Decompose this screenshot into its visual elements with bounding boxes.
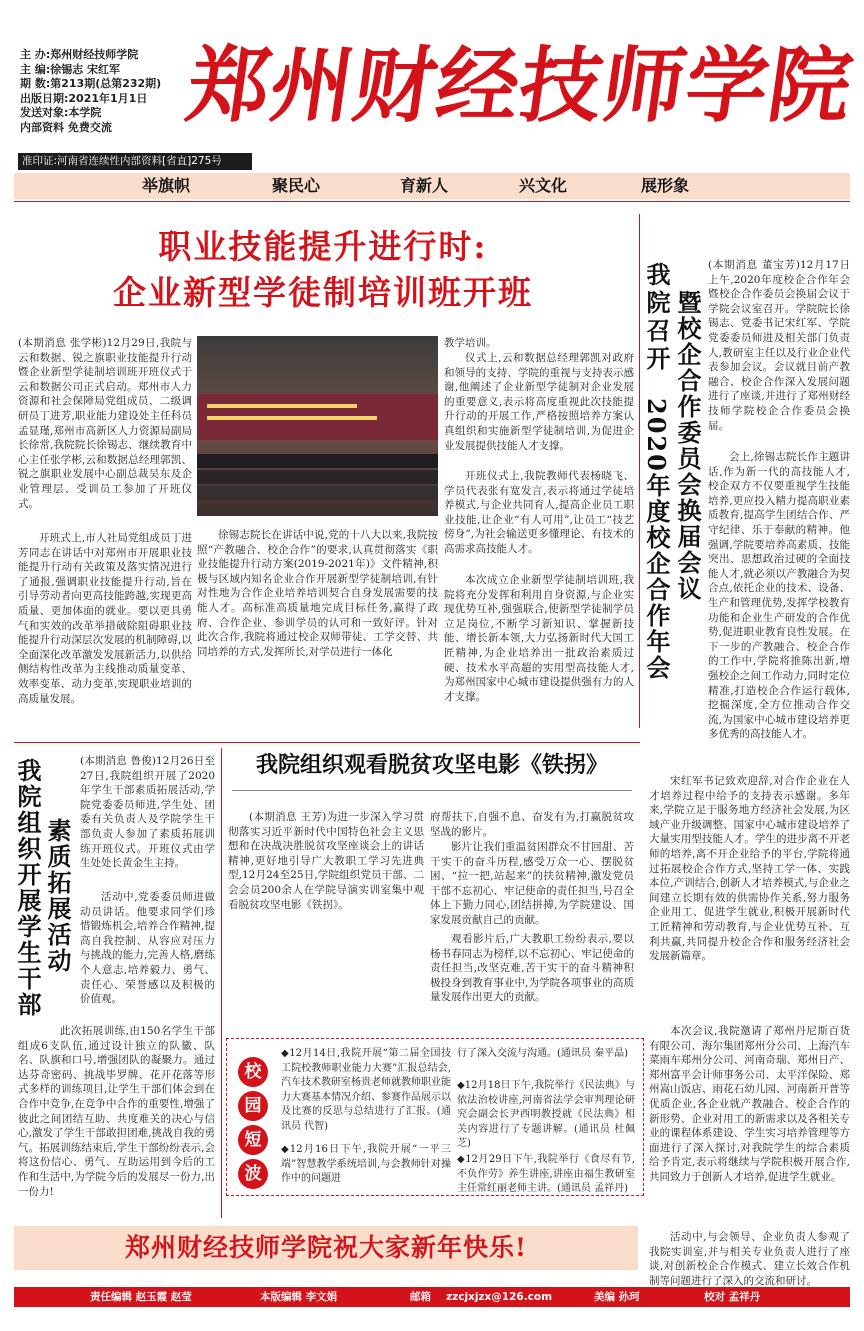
nav-item-2: 聚民心 bbox=[272, 176, 321, 195]
permit-bar: 准印证:河南省连续性内部资料[省直]275号 bbox=[18, 153, 252, 170]
article3-p3: 此次拓展训练,由150名学生干部组成6支队伍,通过设计独立的队徽、队名、队旗和口号,增强团队的凝聚力。通过达芬奇密码、挑战毕罗牌、花开花落等形式多样的训练项目,让学生干部们体会到在合作中竞争,在竞争中合作的重要性,增强了彼此之间团结互助、共度难关的决心与信心,激发了学生干部敢担团难,挑战自我的勇气。拓展训练结束后,学生干部纷纷表示,会将这份信心、勇气、互助运用到今后的工作和生活中,为学院今后的发展尽一份力,出一份力! bbox=[18, 1025, 215, 1198]
article4-title-rule bbox=[232, 790, 632, 791]
nav-item-3: 育新人 bbox=[400, 176, 449, 195]
issue-line: 期 数:第213期(总第232期) bbox=[20, 77, 162, 91]
article2-title-b: 暨校企合作委员会换届会议 bbox=[673, 290, 702, 602]
article4-col1: (本期消息 王芳)为进一步深入学习贯彻落实习近平新时代中国特色社会主义思想和在决战决胜脱贫攻坚座谈会上的讲话精神,更好地引导广大教职工学习先进典型,12月24至25日,学院组织党员干部、二会会员200余人在学院导演实训室集中观看脱贫攻坚电影《铁拐》。 bbox=[228, 811, 424, 911]
article3-title-a: 我院组织开展学生干部 bbox=[13, 758, 42, 1018]
article1-col1: (本期消息 张学彬)12月29日,我院与云和数据、锐之旗职业技能提升行动暨企业新型学徒制培训班开班仪式于云和数据公司正式启动。郑州市人力资源和社会保障局党组成员、二级调研员丁进芳,职业能力建设处主任科员孟显瑾,郑州市高新区人力资源局副局长徐常,我院院长徐锡志、继续教育中心主任张学彬,云和数据总经理郭凯、锐之旗职业发展中心副总裁吴东及企业管理层、受训员工参加了开班仪式。 bbox=[18, 337, 192, 510]
article2-p3: 宋红军书记致欢迎辞,对合作企业在人才培养过程中给予的支持表示感谢。多年来,学院立足于服务地方经济社会发展,为区域产业升级调整、国家中心城市建设培养了大量实用型技能人才。学生的进步离不开老师的培养,离不开企业给予的平台,学院将通过拓展校企合作方式,坚持工学一体、实践本位,产训结合,创新人才培养模式,与企业之间建立长期有效的供需协作关系,努力服务企业用工、促进学生就业,积极开展新时代工匠精神和劳动教育,与企业优势互补、互利共赢,共同提升校企合作和服务经济社会发展新篇章。 bbox=[649, 775, 850, 963]
footer-proof: 校对 孟祥丹 bbox=[704, 1291, 761, 1303]
photo-banner-text-1 bbox=[207, 404, 357, 408]
footer-bar bbox=[14, 1287, 850, 1307]
campus-news-label-3: 短 bbox=[238, 1125, 268, 1155]
article1-col2: 徐锡志院长在讲话中说,党的十八大以来,我院按照“产教融合、校企合作”的要求,认真贯彻落实《职业技能提升行动方案(2019-2021年)》文件精神,积极与区域内知名企业合作开展新型学徒制培训,有针对性地为合作企业培养培训契合自身发展需要的技能人才。高标准高质量地完成目标任务,赢得了政府、合作企业、参训学员的认可和一致好评。针对此次合作,我院将通过校企双师带徒、工学交替、共同培养的方式,发挥所长,对学员进行一体化 bbox=[197, 529, 438, 658]
footer-layout: 本版编辑 李文娟 bbox=[260, 1291, 338, 1303]
new-year-greeting: 郑州财经技师学院祝大家新年快乐! bbox=[125, 1233, 527, 1262]
article3-p1: (本期消息 鲁俊)12月26日至27日,我院组织开展了2020年学生干部素质拓展活动,学院党委委员师进,学生处、团委有关负责人及学院学生干部负责人参加了素质拓展训练开班仪式。开班仪式由学生处处长黄金生主持。 bbox=[80, 755, 215, 870]
article2-title-a: 我院召开 bbox=[642, 262, 671, 374]
nav-item-5: 展形象 bbox=[641, 176, 690, 195]
nav-bar bbox=[14, 173, 850, 199]
article1-col1b: 开班式上,市人社局党组成员丁进芳同志在讲话中对郑州市开展职业技能提升行动有关政策及落实情况进行了通报,强调职业技能提升行动,旨在引导劳动者向更高技能跨越,实现更高质量、更加体面的就业。要以更具勇气和实效的改革举措破除阻碍职业技能提升行动深层次发展的机制障碍,以全面深化改革激发发展新活力,以供给侧结构性改革为主线推动质量变革、效率变革、动力变革,实现职业培训的高质量发展。 bbox=[18, 532, 192, 705]
nav-item-1: 举旗帜 bbox=[142, 176, 191, 195]
article2-p5: 活动中,与会领导、企业负责人参观了我院实训室,并与相关专业负责人进行了座谈,对创新校企合作模式、建立长效合作机制等问题进行了深入的交流和研讨。 bbox=[649, 1231, 850, 1287]
article3-rule bbox=[221, 748, 222, 1218]
photo-audience-row-1 bbox=[197, 454, 438, 468]
editors-line: 主 编:徐锡志 宋红军 bbox=[20, 62, 121, 76]
article2-p1: (本期消息 董宝芳)12月17日上午,2020年度校企合作年会暨校企合作委员会换届会议于学院会议室召开。学院院长徐锡志、党委书记宋红军、学院党委委员师进及相关部门负责人,教研室主任以及行业企业代表参加会议。会议就目前产教融合、校企合作深入发展问题进行了座谈,并进行了郑州财经技师学院校企合作委员会换届。 bbox=[708, 259, 850, 432]
campus-news-box bbox=[226, 1038, 644, 1196]
note-line: 内部资料 免费交流 bbox=[20, 120, 112, 134]
article2-title-c: 2020年度校企合作年会 bbox=[642, 398, 671, 681]
article4-title: 我院组织观看脱贫攻坚电影《铁拐》 bbox=[255, 752, 608, 778]
photo-banner-text-2 bbox=[207, 416, 377, 420]
nav-rule bbox=[14, 201, 850, 202]
campus-news-item-4: ◆12月29日下午,我院举行《食尽有节,不负作劳》养生讲座,讲座由福生教研室主任常红丽老师主讲。(通讯员 孟祥丹) bbox=[457, 1154, 635, 1193]
training-photo bbox=[197, 336, 438, 516]
article1-col3b: 仪式上,云和数据总经理郭凯对政府和领导的支持、学院的重视与支持表示感谢,他阐述了企业新型学徒制对企业发展的重要意义,表示将高度重视此次技能提升行动的开展工作,严格按照培养方案认真组织和实施新型学徒制培训,为促进企业发展提供技能人才支撑。 bbox=[444, 352, 634, 452]
new-year-banner bbox=[14, 1226, 638, 1270]
footer-art: 美编 孙珂 bbox=[594, 1291, 640, 1303]
footer-mail: zzcjxjzx@126.com bbox=[446, 1291, 553, 1303]
footer-editor: 责任编辑 赵玉霞 赵莹 bbox=[90, 1291, 192, 1303]
article1-title-line1: 职业技能提升进行时: bbox=[158, 227, 488, 266]
article4-col2c: 观看影片后,广大教职工纷纷表示,要以杨书春同志为榜样,以不忘初心、牢记使命的责任担当,改坚克难,苦干实干的奋斗精神积极投身到教育事业中,为学院各项事业的高质量发展作出更大的贡献。 bbox=[430, 933, 634, 1004]
article2-p4: 本次会议,我院邀请了郑州丹尼斯百货有限公司、海尔集团郑州分公司、上海汽车菜雨车郑州分公司、河南奇瑞、郑州日产、郑州富平会计师事务公司、太平洋保险、郑州嵩山饭店、雨花石幼儿园、河南新开普等优质企业,各企业就产教融合、校企合作的新形势、企业对用工的新需求以及各相关专业的课程体系建设、学生实习培养管理等方面进行了深入探讨,对我院学生的综合素质给予肯定,表示将继续与学院积极开展合作,共同致力于创新人才培养,促进学生就业。 bbox=[649, 1025, 850, 1183]
footer-mail-label: 邮箱 bbox=[410, 1291, 431, 1303]
article1-title-line2: 企业新型学徒制培训班开班 bbox=[113, 273, 533, 312]
photo-audience-row-2 bbox=[197, 470, 438, 484]
newspaper-title: 郑州财经技师学院 bbox=[181, 38, 859, 134]
campus-news-item-2-cont: 行了深入交流与沟通。(通讯员 秦平晶) bbox=[457, 1048, 628, 1059]
article4-col2: 府帮扶下,自强不息、奋发有为,打赢脱贫攻坚战的影片。 bbox=[430, 811, 634, 838]
campus-news-item-3: ◆12月18日下午,我院举行《民法典》与依法治校讲座,河南省法学会审判理论研究会副会长尹西明教授就《民法典》相关内容进行了专题讲解。(通讯员 杜佩芝) bbox=[457, 1080, 635, 1149]
photo-audience-row-3 bbox=[197, 486, 438, 500]
sponsor-line: 主 办:郑州财经技师学院 bbox=[20, 48, 139, 61]
article1-col3d: 本次成立企业新型学徒制培训班,我院将充分发挥和利用自身资源,与企业实现优势互补,强强联合,使新型学徒制学员立足岗位,不断学习新知识、掌握新技能、增长新本领,大力弘扬新时代大国工匠精神,为企业培养出一批政治素质过硬、技术水平高超的实用型高技能人才,为郑州国家中心城市建设提供强有力的人才支撑。 bbox=[444, 574, 634, 703]
campus-news-label-2: 园 bbox=[238, 1091, 268, 1121]
article1-col3c: 开班仪式上,我院教师代表杨晓飞、学员代表张有宽发言,表示将通过学徒培养模式,与企业共同育人,提高企业员工职业技能,让企业“有人可用”,让员工“技艺傍身”,为社会输送更多懂理论、有技术的高需求高技能人才。 bbox=[444, 470, 634, 555]
campus-news-item-1: ◆12月14日,我院开展“第二届全国技工院校教师职业能力大赛”汇报总结会,汽车技术教研室杨贵老师就教师职业能力大赛基本情况介绍、参赛作品展示以及比赛的反思与总结进行了汇报。(通讯员 代智) bbox=[281, 1048, 451, 1132]
campus-news-item-2: ◆12月16日下午,我院开展“一平三端”智慧教学系统培训,与会教师针对操作中的问题进 bbox=[281, 1144, 451, 1184]
campus-news-label-1: 校 bbox=[238, 1057, 268, 1087]
nav-item-4: 兴文化 bbox=[519, 176, 568, 195]
section-rule bbox=[14, 742, 640, 743]
article1-col3: 教学培训。 bbox=[444, 337, 497, 349]
date-line: 出版日期:2021年1月1日 bbox=[20, 91, 148, 105]
campus-news-label-4: 波 bbox=[238, 1159, 268, 1189]
article2-p2: 会上,徐锡志院长作主题讲话,作为新一代的高技能人才,校企双方不仅要重视学生技能培养,更应投入精力提高职业素质教育,提高学生团结合作、严守纪律、乐于奉献的精神。他强调,学院要培养高素质、技能突出、思想政治过硬的全面技能人才,就必须以产教融合为契合点,依托企业的技术、设备、生产和管理优势,发挥学校教育功能和企业生产研发的合作优势,促进职业教育良性发展。在下一步的产教融合、校企合作的工作中,学院将推陈出新,增强校企之间工作动力,同时定位精准,打造校企合作运行载体,挖掘深度,全方位推动合作交流,为国家中心城市建设培养更多优秀的高技能人才。 bbox=[708, 451, 850, 741]
article3-title-b: 素质拓展活动 bbox=[43, 818, 72, 974]
article4-col2b: 影片让我们重温贫困群众不甘回甜、苦干实干的奋斗历程,感受万众一心、摆脱贫困、“拉一把,站起来”的扶贫精神,激发党员干部不忘初心、牢记使命的责任担当,号召全体上下勤力同心,团结拼搏,为学院建设、国家发展贡献自己的贡献。 bbox=[430, 841, 634, 926]
audience-line: 发送对象:本学院 bbox=[20, 106, 102, 120]
article3-p2: 活动中,党委委员师进做动员讲话。他要求同学们珍惜锻炼机会,培养合作精神,提高自我控制、从容应对压力与挑战的能力,完善人格,磨练个人意志,培养毅力、勇气、责任心、荣誉感以及积极的价值观。 bbox=[80, 891, 215, 1006]
